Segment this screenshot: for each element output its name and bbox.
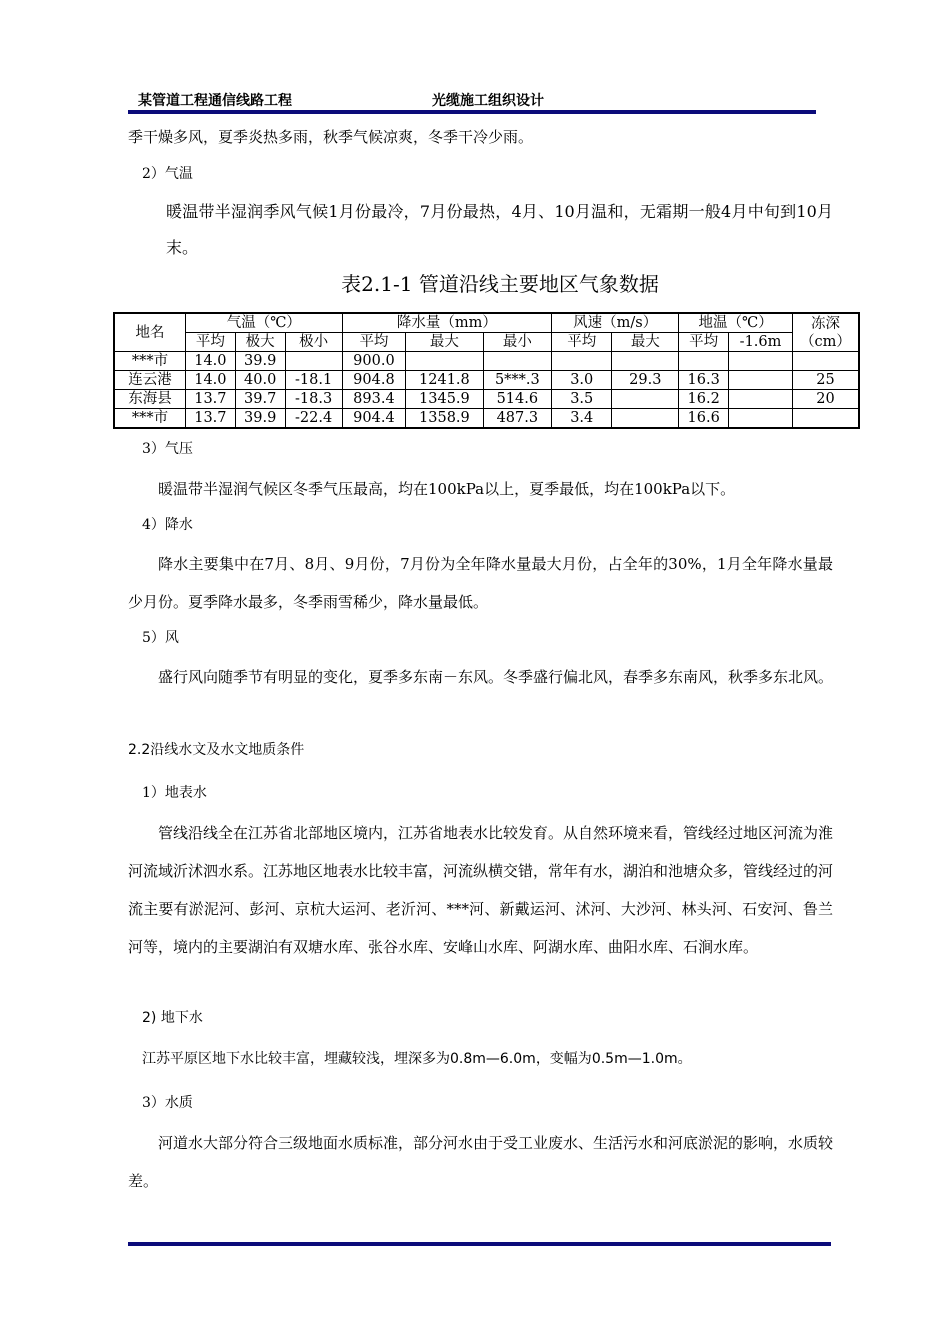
table-cell: 14.0 xyxy=(186,371,236,390)
table-cell: 东海县 xyxy=(114,390,186,409)
table-cell: 1241.8 xyxy=(406,371,483,390)
table-header-row xyxy=(114,313,859,333)
table-cell xyxy=(612,390,679,409)
surface-water-text: 管线沿线全在江苏省北部地区境内，江苏省地表水比较发育。从自然环境来看，管线经过地区河流为淮河流域沂沭泗水系。江苏地区地表水比较丰富，河流纵横交错，常年有水，湖泊和池塘众多，管线经过的河流主要有淤泥河、彭河、京杭大运河、老沂河、***河、新戴运河、沭河、大沙河、林头河、石安河、鲁兰河等，境内的主要湖泊有双塘水库、张谷水库、安峰山水库、阿湖水库、曲阳水库、石涧水库。 xyxy=(128,824,834,956)
sub-header: 平均 xyxy=(679,333,729,352)
sub-header: 平均 xyxy=(342,333,406,352)
table-cell xyxy=(483,352,552,371)
table-caption: 表2.1-1 管道沿线主要地区气象数据 xyxy=(341,272,659,296)
table-cell: -18.3 xyxy=(285,390,342,409)
section-title: 沿线水文及水文地质条件 xyxy=(150,742,305,758)
frost-header: 冻深（cm） xyxy=(793,313,860,352)
table-cell xyxy=(612,409,679,429)
groundwater-range: 0.5m—1.0m xyxy=(591,1051,678,1067)
sub-header: 平均 xyxy=(186,333,236,352)
wind-heading: 5）风 xyxy=(142,630,179,646)
pressure-text: 暖温带半湿润气候区冬季气压最高，均在100kPa以上，夏季最低，均在100kPa以下。 xyxy=(158,480,736,498)
table-cell: 487.3 xyxy=(483,409,552,429)
table-cell: 900.0 xyxy=(342,352,406,371)
table-cell: 16.3 xyxy=(679,371,729,390)
table-cell: 16.6 xyxy=(679,409,729,429)
sub-header: -1.6m xyxy=(729,333,793,352)
table-cell xyxy=(729,371,793,390)
groundwater-text-pre: 江苏平原区地下水比较丰富，埋藏较浅，埋深多为 xyxy=(142,1051,450,1067)
table-cell: 39.7 xyxy=(235,390,285,409)
table-row xyxy=(114,390,859,409)
table-cell: 5***.3 xyxy=(483,371,552,390)
groundwater-text xyxy=(142,1048,692,1068)
table-cell xyxy=(612,352,679,371)
table-cell xyxy=(285,352,342,371)
table-cell: 25 xyxy=(793,371,860,390)
sub-header: 最大 xyxy=(612,333,679,352)
wind-group-header: 风速（m/s） xyxy=(552,313,679,333)
table-cell: 连云港 xyxy=(114,371,186,390)
table-cell: -22.4 xyxy=(285,409,342,429)
header-rule xyxy=(128,110,816,114)
groundwater-depth: 0.8m—6.0m xyxy=(450,1051,536,1067)
table-cell xyxy=(729,352,793,371)
groundwater-text-mid: ，变幅为 xyxy=(535,1051,592,1067)
temp-heading: 2）气温 xyxy=(142,166,193,182)
table-cell: 20 xyxy=(793,390,860,409)
table-cell: 14.0 xyxy=(186,352,236,371)
place-header: 地名 xyxy=(114,313,186,352)
table-cell: 40.0 xyxy=(235,371,285,390)
table-cell: 39.9 xyxy=(235,352,285,371)
table-cell xyxy=(406,352,483,371)
temp-paragraph xyxy=(128,194,833,266)
table-cell: ***市 xyxy=(114,352,186,371)
sub-header: 平均 xyxy=(552,333,612,352)
table-row xyxy=(114,352,859,371)
groundwater-heading: 2) 地下水 xyxy=(142,1010,203,1026)
sub-header: 最大 xyxy=(406,333,483,352)
table-cell xyxy=(729,390,793,409)
temp-group-header: 气温（℃） xyxy=(186,313,343,333)
table-cell: 514.6 xyxy=(483,390,552,409)
table-cell: 3.0 xyxy=(552,371,612,390)
table-cell: 13.7 xyxy=(186,409,236,429)
table-cell: 904.8 xyxy=(342,371,406,390)
table-cell xyxy=(793,409,860,429)
table-cell: 39.9 xyxy=(235,409,285,429)
table-cell: ***市 xyxy=(114,409,186,429)
table-cell: -18.1 xyxy=(285,371,342,390)
table-cell: 3.5 xyxy=(552,390,612,409)
rain-heading: 4）降水 xyxy=(142,517,193,533)
sub-header: 极大 xyxy=(235,333,285,352)
table-cell xyxy=(552,352,612,371)
table-subheader-row xyxy=(114,333,859,352)
table-cell xyxy=(679,352,729,371)
table-cell: 3.4 xyxy=(552,409,612,429)
section-heading xyxy=(128,739,304,759)
sub-header: 最小 xyxy=(483,333,552,352)
header-right-title: 光缆施工组织设计 xyxy=(432,93,544,109)
table-row xyxy=(114,409,859,429)
table-cell: 893.4 xyxy=(342,390,406,409)
water-quality-heading: 3）水质 xyxy=(142,1095,193,1111)
temp-text: 暖温带半湿润季风气候1月份最冷，7月份最热，4月、10月温和，无霜期一般4月中旬到10月末。 xyxy=(166,202,833,257)
footer-rule xyxy=(128,1242,831,1246)
table-cell: 16.2 xyxy=(679,390,729,409)
section-number: 2.2 xyxy=(128,742,151,758)
table-cell: 29.3 xyxy=(612,371,679,390)
ground-group-header: 地温（℃） xyxy=(679,313,793,333)
weather-table xyxy=(113,312,860,429)
table-cell: 1358.9 xyxy=(406,409,483,429)
sub-header: 极小 xyxy=(285,333,342,352)
header-left-title: 某管道工程通信线路工程 xyxy=(138,93,292,109)
table-cell: 904.4 xyxy=(342,409,406,429)
pressure-heading: 3）气压 xyxy=(142,441,193,457)
table-cell xyxy=(793,352,860,371)
rain-text: 降水主要集中在7月、8月、9月份，7月份为全年降水量最大月份，占全年的30%，1月全年降水量最少月份。夏季降水最多，冬季雨雪稀少，降水量最低。 xyxy=(128,555,833,611)
water-quality-text: 河道水大部分符合三级地面水质标准，部分河水由于受工业废水、生活污水和河底淤泥的影响，水质较差。 xyxy=(128,1134,834,1190)
table-cell: 13.7 xyxy=(186,390,236,409)
intro-line: 季干燥多风，夏季炎热多雨，秋季气候凉爽，冬季干冷少雨。 xyxy=(128,128,534,146)
table-cell xyxy=(729,409,793,429)
table-cell: 1345.9 xyxy=(406,390,483,409)
precip-group-header: 降水量（mm） xyxy=(342,313,551,333)
surface-water-heading: 1）地表水 xyxy=(142,785,207,801)
table-row xyxy=(114,371,859,390)
groundwater-text-post: 。 xyxy=(677,1051,692,1067)
wind-text: 盛行风向随季节有明显的变化，夏季多东南－东风。冬季盛行偏北风，春季多东南风，秋季多东北风。 xyxy=(158,668,834,686)
